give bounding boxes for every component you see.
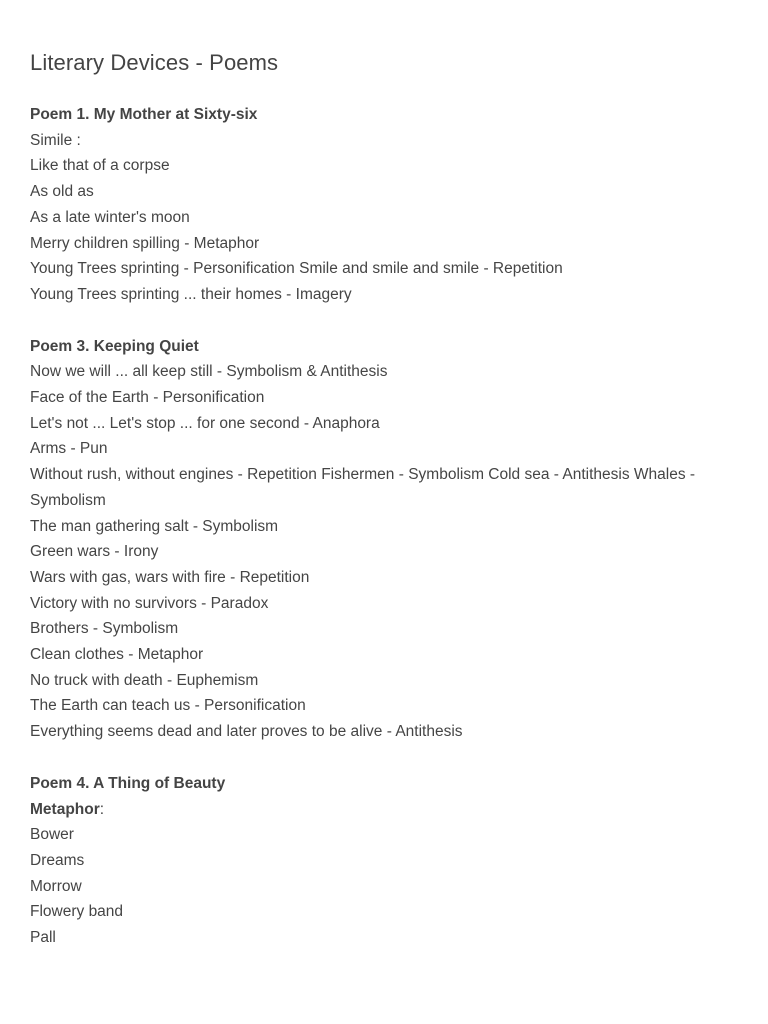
sublabel-rest: : — [99, 800, 105, 818]
text-line: Arms - Pun — [30, 440, 108, 458]
text-line: Wars with gas, wars with fire - Repetition — [30, 568, 310, 586]
text-line: Like that of a corpse — [30, 157, 170, 175]
sublabel-line — [30, 797, 738, 823]
section-poem-4 — [30, 771, 738, 951]
text-line: Brothers - Symbolism — [30, 620, 179, 638]
text-line: Let's not ... Let's stop ... for one second - Anaphora — [30, 414, 380, 432]
text-line: Dreams — [30, 851, 85, 869]
text-line: Morrow — [30, 877, 82, 895]
section-heading: Poem 4. A Thing of Beauty — [30, 774, 226, 792]
text-line: As old as — [30, 183, 94, 201]
text-line: Without rush, without engines - Repetition Fishermen - Symbolism Cold sea - Antithesis Whales - Symbolism — [30, 466, 696, 509]
text-line: Victory with no survivors - Paradox — [30, 594, 269, 612]
document-title: Literary Devices - Poems — [30, 50, 279, 75]
text-line: Face of the Earth - Personification — [30, 389, 265, 407]
section-heading: Poem 3. Keeping Quiet — [30, 337, 199, 355]
text-line: No truck with death - Euphemism — [30, 671, 259, 689]
sublabel-bold: Metaphor — [30, 800, 100, 818]
text-line: The man gathering salt - Symbolism — [30, 517, 279, 535]
section-heading: Poem 1. My Mother at Sixty-six — [30, 106, 258, 123]
text-line: Clean clothes - Metaphor — [30, 646, 204, 664]
text-line: Young Trees sprinting - Personification Smile and smile and smile - Repetition — [30, 260, 563, 278]
text-line: Pall — [30, 929, 56, 947]
text-line: As a late winter's moon — [30, 208, 190, 226]
text-line: Simile : — [30, 131, 81, 149]
text-line: Green wars - Irony — [30, 543, 159, 561]
text-line: Flowery band — [30, 903, 124, 921]
text-line: Everything seems dead and later proves to be alive - Antithesis — [30, 723, 463, 741]
text-line: Merry children spilling - Metaphor — [30, 234, 260, 252]
text-line: Young Trees sprinting ... their homes - Imagery — [30, 285, 352, 303]
text-line: Now we will ... all keep still - Symbolism & Antithesis — [30, 363, 388, 381]
section-poem-3 — [30, 334, 738, 745]
section-poem-1 — [30, 102, 738, 308]
text-line: Bower — [30, 826, 74, 844]
text-line: The Earth can teach us - Personification — [30, 697, 306, 715]
